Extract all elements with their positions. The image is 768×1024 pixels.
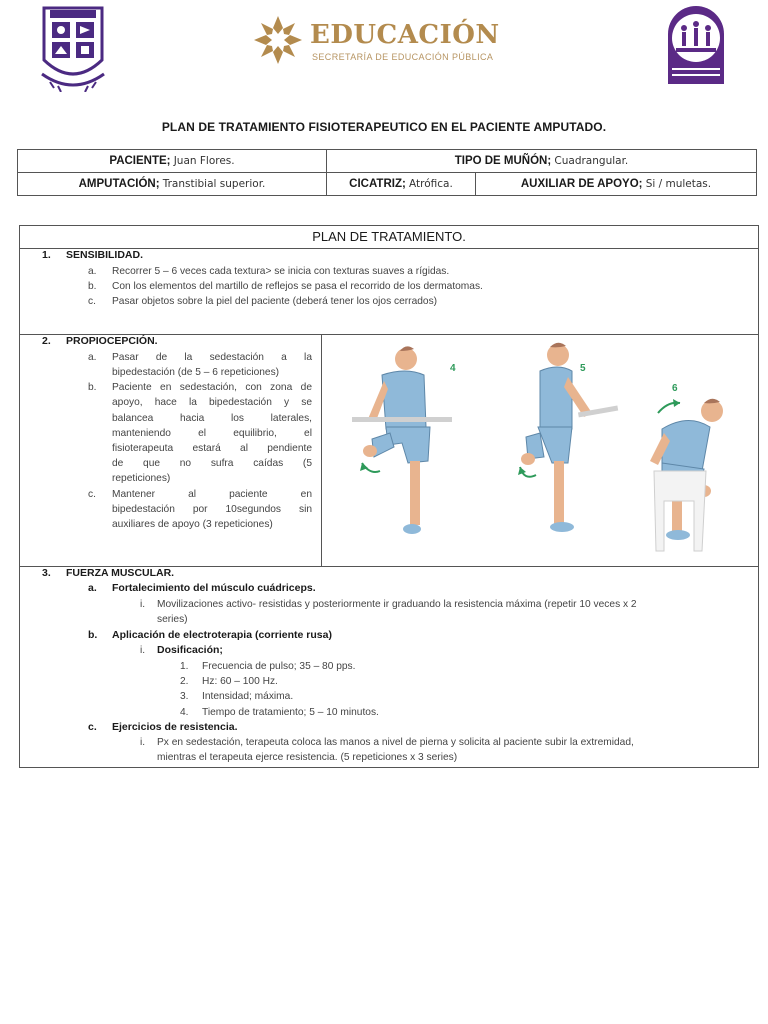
section-title: PROPIOCEPCIÓN. <box>66 335 158 347</box>
section-fuerza-muscular <box>20 567 758 767</box>
patient-value: Juan Flores. <box>173 155 235 167</box>
list-marker: b. <box>88 281 97 292</box>
list-item-line: Movilizaciones activo- resistidas y posteriormente ir graduando la resistencia máxima (repetir 10 veces x 2 <box>157 599 637 610</box>
list-item-line: apoyo, hace la bipedestación y se <box>112 397 312 408</box>
stump-type-cell <box>327 150 757 173</box>
list-item-line: fisioterapeuta estará al pendiente <box>112 443 312 454</box>
list-item-line: bipedestación por 10segundos sin <box>112 504 312 515</box>
figure-4 <box>352 346 456 534</box>
patient-label: PACIENTE; <box>109 155 171 167</box>
list-item: Recorrer 5 – 6 veces cada textura> se inicia con texturas suaves a rígidas. <box>112 266 450 277</box>
list-marker: 2. <box>180 676 189 687</box>
list-item-line: Px en sedestación, terapeuta coloca las manos a nivel de pierna y solicita al paciente subir la extremidad, <box>157 737 634 748</box>
support-aid-label: AUXILIAR DE APOYO; <box>520 178 643 190</box>
list-item: Frecuencia de pulso; 35 – 80 pps. <box>202 661 356 672</box>
section-number: 3. <box>42 567 51 579</box>
list-item: Con los elementos del martillo de reflejos se pasa el recorrido de los dermatomas. <box>112 281 483 292</box>
scar-label: CICATRIZ; <box>349 178 406 190</box>
list-marker: c. <box>88 721 97 733</box>
university-logo <box>36 4 110 92</box>
list-marker: 3. <box>180 691 189 702</box>
amputation-label: AMPUTACIÓN; <box>78 178 160 190</box>
section-propiocepcion <box>20 335 758 567</box>
list-marker: i. <box>140 645 146 656</box>
list-marker: b. <box>88 382 97 393</box>
list-item: Pasar objetos sobre la piel del paciente (deberá tener los ojos cerrados) <box>112 296 438 307</box>
list-marker: a. <box>88 266 97 277</box>
list-marker: 4. <box>180 707 189 718</box>
figure-number: 4 <box>450 363 456 374</box>
list-marker: c. <box>88 296 96 307</box>
list-item: Tiempo de tratamiento; 5 – 10 minutos. <box>202 707 379 718</box>
support-aid-value: Si / muletas. <box>645 178 712 190</box>
patient-cell <box>18 150 327 173</box>
sep-education-logo <box>252 14 522 68</box>
propiocepcion-text-column <box>20 335 322 566</box>
plan-heading: PLAN DE TRATAMIENTO. <box>20 226 758 249</box>
list-item-line: mientras el terapeuta ejerce resistencia. (5 repeticiones x 3 series) <box>157 752 458 763</box>
exercise-illustration <box>332 341 744 563</box>
list-item-line: balancea hacia los laterales, <box>112 413 312 424</box>
subsection-title: Fortalecimiento del músculo cuádriceps. <box>112 582 316 594</box>
list-marker: 1. <box>180 661 189 672</box>
program-logo <box>664 4 728 86</box>
stump-type-value: Cuadrangular. <box>554 155 629 167</box>
list-marker: c. <box>88 489 96 500</box>
section-title: SENSIBILIDAD. <box>66 249 144 261</box>
list-marker: b. <box>88 629 98 641</box>
list-marker: i. <box>140 737 146 748</box>
list-item-line: auxiliares de apoyo (3 repeticiones) <box>112 519 273 530</box>
list-item-line: manteniendo el equilibrio, el <box>112 428 312 439</box>
list-item-line: Pasar de la sedestación a la <box>112 352 312 363</box>
patient-info-table <box>17 149 757 196</box>
subsection-title: Aplicación de electroterapia (corriente rusa) <box>112 629 332 641</box>
section-title: FUERZA MUSCULAR. <box>66 567 175 579</box>
support-aid-cell <box>476 173 757 196</box>
figure-6 <box>650 383 723 551</box>
list-item: Intensidad; máxima. <box>202 691 294 702</box>
subsection-title: Ejercicios de resistencia. <box>112 721 238 733</box>
figure-5 <box>518 343 618 532</box>
list-marker: a. <box>88 582 97 594</box>
section-number: 1. <box>42 249 51 261</box>
stump-type-label: TIPO DE MUÑÓN; <box>454 155 552 167</box>
scar-value: Atrófica. <box>409 178 453 190</box>
figure-number: 5 <box>580 363 586 374</box>
list-marker: a. <box>88 352 97 363</box>
amputation-value: Transtibial superior. <box>162 178 266 190</box>
section-number: 2. <box>42 335 51 347</box>
list-marker: i. <box>140 599 146 610</box>
amputation-cell <box>18 173 327 196</box>
list-item-line: de que no sufra caídas (5 <box>112 458 312 469</box>
document-title: PLAN DE TRATAMIENTO FISIOTERAPEUTICO EN EL PACIENTE AMPUTADO. <box>161 120 607 134</box>
figure-number: 6 <box>672 383 678 394</box>
list-item-line: series) <box>157 614 188 625</box>
list-item-line: Mantener al paciente en <box>112 489 312 500</box>
star-emblem-icon <box>252 14 304 66</box>
dosage-title: Dosificación; <box>157 644 223 656</box>
section-sensibilidad <box>20 249 758 335</box>
edu-subtitle: SECRETARÍA DE EDUCACIÓN PÚBLICA <box>312 52 494 62</box>
treatment-plan-table <box>19 225 759 768</box>
list-item: Hz: 60 – 100 Hz. <box>202 676 278 687</box>
list-item-line: bipedestación (de 5 – 6 repeticiones) <box>112 367 280 378</box>
scar-cell <box>327 173 476 196</box>
edu-title: EDUCACIÓN <box>310 20 500 50</box>
list-item-line: Paciente en sedestación, con zona de <box>112 382 312 393</box>
list-item-line: repeticiones) <box>112 473 171 484</box>
